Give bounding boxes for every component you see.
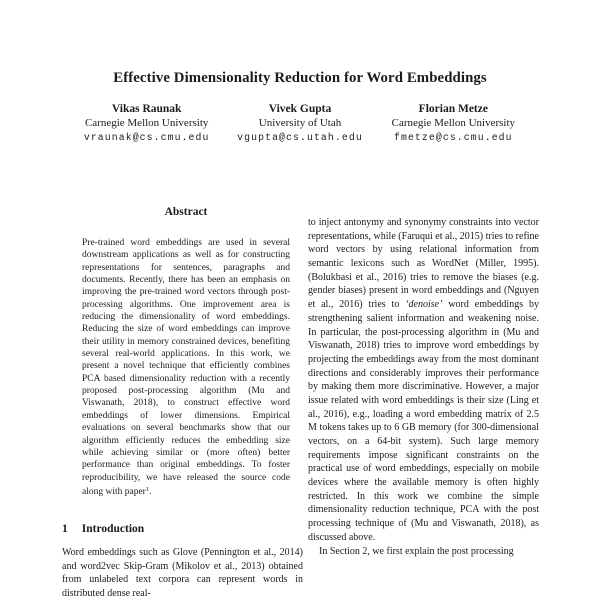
section-1-heading [62, 523, 303, 535]
abstract-text: Pre-trained word embeddings are used in several downstream applications as well as for constructing representations for sentences, paragraphs and documents. Recently, there has been an emphasis on improving the pre-trained word vectors through post-processing algorithms. One improvement area is reducing the dimensionality of word embeddings. Reducing the size of word embeddings can improve their utility in memory constrained devices, benefiting several real-world applications. In this work, we present a novel technique that efficiently combines PCA based dimensionality reduction with a recently proposed post-processing algorithm (Mu and Viswanath, 2018), to construct effective word embeddings of lower dimensions. Empirical evaluations on several benchmarks show that our algorithm efficiently reduces the embedding size while achieving similar or (more often) better performance than original embeddings. To foster reproducibility, we have released the source code along with paper [82, 238, 290, 497]
right-column-paragraph-2: In Section 2, we first explain the post processing [319, 545, 514, 557]
left-column-intro-paragraph: Word embeddings such as Glove (Pennington et al., 2014) and word2vec Skip-Gram (Mikolov et al., 2013) obtained from unlabeled text corpora can represent words in distributed dense real- [62, 547, 303, 600]
abstract-body [82, 237, 290, 498]
author-name: Vivek Gupta [268, 103, 332, 115]
author-name: Florian Metze [418, 103, 488, 115]
author-block [223, 103, 376, 145]
right-p1-pre: to inject antonymy and synonymy constraints into vector representations, while (Faruqui et al., 2015) tries to refine word vectors by using relational information from semantic lexicons such as WordNet (Miller, 1995). (Bolukbasi et al., 2016) tries to remove the biases (e.g. gender biases) present in word embeddings and (Nguyen et al., 2016) tries to [308, 217, 539, 311]
author-email: vgupta@cs.utah.edu [237, 132, 363, 144]
author-block [70, 103, 223, 145]
author-name: Vikas Raunak [111, 103, 182, 115]
author-affiliation: Carnegie Mellon University [84, 116, 209, 129]
author-affiliation: Carnegie Mellon University [391, 116, 516, 129]
section-title: Introduction [81, 523, 145, 535]
abstract-heading: Abstract [164, 206, 208, 218]
right-p1-post: word embeddings by strengthening salient information and weakening noise. In particular, the post-processing algorithm in (Mu and Viswanath, 2018) tries to improve word embeddings by projecting the embeddings away from the most dominant directions and considerably improves their performance by making them more discriminative. However, a major issue related with word embeddings is their size (Ling et al., 2016), e.g., loading a word embedding matrix of 2.5 M tokens takes up to 6 GB memory (for 300-dimensional vectors, on a 64-bit system). Such large memory requirements impose significant constraints on the practical use of word embeddings, especially on mobile devices where the available memory is often highly restricted. In this work we combine the simple dimensionality reduction technique, PCA with the post processing technique of (Mu and Viswanath, 2018), as discussed above. [308, 299, 539, 543]
right-column-paragraph-1 [308, 216, 539, 545]
footnote-marker: 1 [145, 485, 150, 493]
section-number: 1 [62, 523, 68, 535]
paper-title: Effective Dimensionality Reduction for Word Embeddings [113, 69, 487, 86]
author-block [377, 103, 530, 145]
author-email: vraunak@cs.cmu.edu [83, 132, 210, 144]
author-email: fmetze@cs.cmu.edu [393, 132, 513, 144]
abstract-closing-period: . [149, 486, 152, 497]
right-p1-italic-denoise: ‘denoise’ [405, 299, 443, 311]
author-affiliation: University of Utah [258, 116, 342, 129]
right-column [308, 216, 539, 600]
authors-row [70, 103, 530, 145]
